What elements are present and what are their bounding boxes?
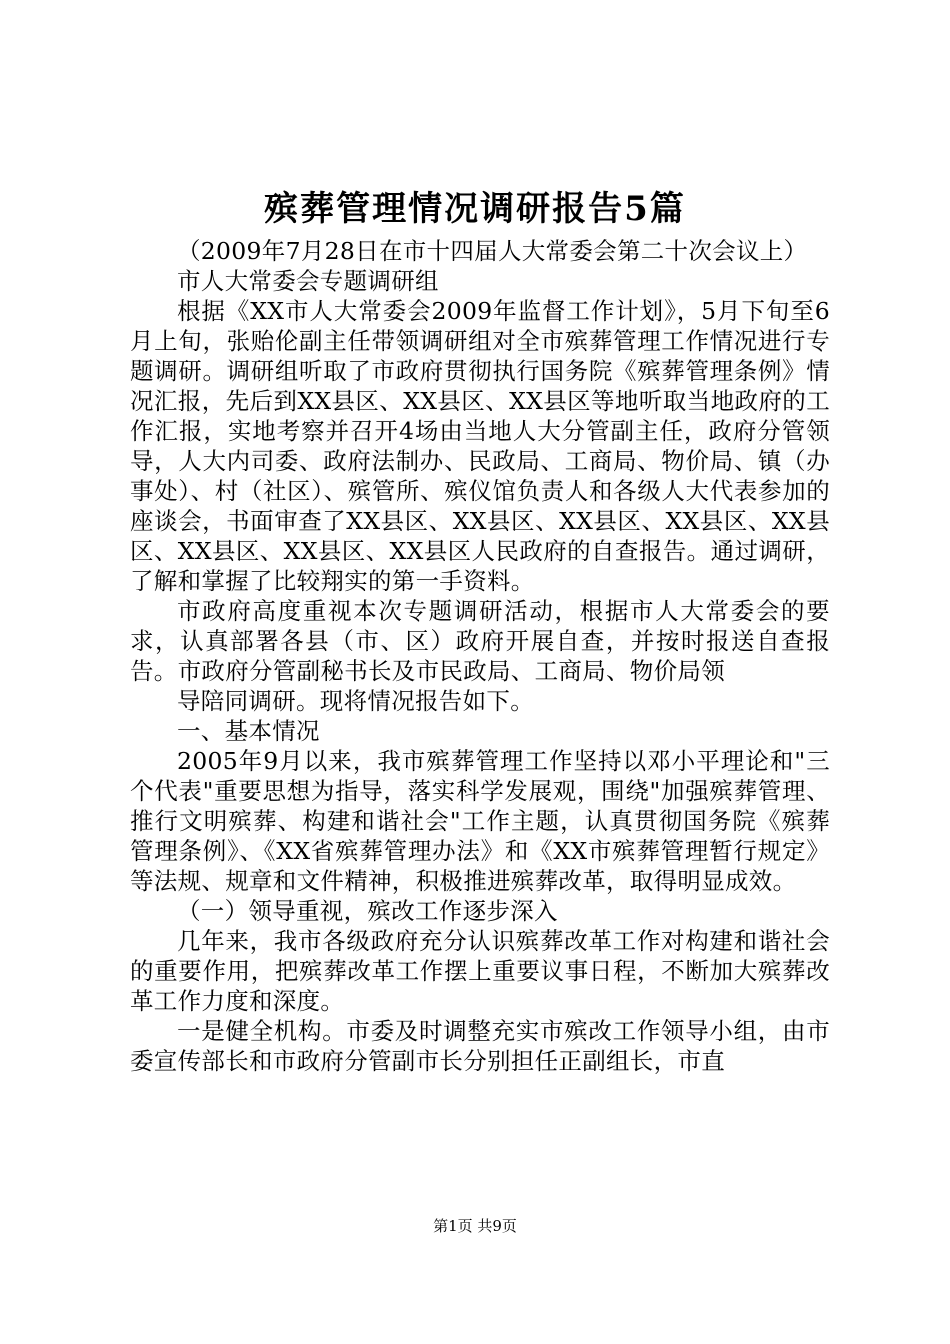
paragraph-government-cooperation: 市政府高度重视本次专题调研活动，根据市人大常委会的要求，认真部署各县（市、区）政府开展自查，并按时报送自查报告。市政府分管副秘书长及市民政局、工商局、物价局领 <box>130 597 830 685</box>
paragraph-background: 根据《XX市人大常委会2009年监督工作计划》，5月下旬至6月上旬，张贻伦副主任带领调研组对全市殡葬管理工作情况进行专题调研。调研组听取了市政府贯彻执行国务院《殡葬管理条例》情况汇报，先后到XX县区、XX县区、XX县区等地听取当地政府的工作汇报，实地考察并召开4场由当地人大分管副主任，政府分管领导，人大内司委、政府法制办、民政局、工商局、物价局、镇（办事处）、村（社区）、殡管所、殡仪馆负责人和各级人大代表参加的座谈会，书面审查了XX县区、XX县区、XX县区、XX县区、XX县区、XX县区、XX县区、XX县区人民政府的自查报告。通过调研，了解和掌握了比较翔实的第一手资料。 <box>130 297 830 595</box>
document-body <box>130 236 830 1076</box>
paragraph-leadership: 几年来，我市各级政府充分认识殡葬改革工作对构建和谐社会的重要作用，把殡葬改革工作摆上重要议事日程，不断加大殡葬改革工作力度和深度。 <box>130 927 830 1015</box>
paragraph-meeting-note: （2009年7月28日在市十四届人大常委会第二十次会议上） <box>177 237 808 265</box>
subsection-heading-leadership: （一）领导重视，殡改工作逐步深入 <box>177 897 558 925</box>
paragraph-report-intro: 导陪同调研。现将情况报告如下。 <box>177 687 534 715</box>
paragraph-overview: 2005年9月以来，我市殡葬管理工作坚持以邓小平理论和"三个代表"重要思想为指导，落实科学发展观，围绕"加强殡葬管理、推行文明殡葬、构建和谐社会"工作主题，认真贯彻国务院《殡葬管理条例》、《XX省殡葬管理办法》和《XX市殡葬管理暂行规定》等法规、规章和文件精神，积极推进殡葬改革，取得明显成效。 <box>130 747 830 895</box>
section-heading-basic-situation: 一、基本情况 <box>177 717 320 745</box>
paragraph-organization: 一是健全机构。市委及时调整充实市殡改工作领导小组，由市委宣传部长和市政府分管副市长分别担任正副组长，市直 <box>130 1017 830 1075</box>
page-footer: 第1页 共9页 <box>433 1217 517 1235</box>
document-title: 殡葬管理情况调研报告5篇 <box>264 189 686 229</box>
paragraph-author: 市人大常委会专题调研组 <box>177 267 439 295</box>
